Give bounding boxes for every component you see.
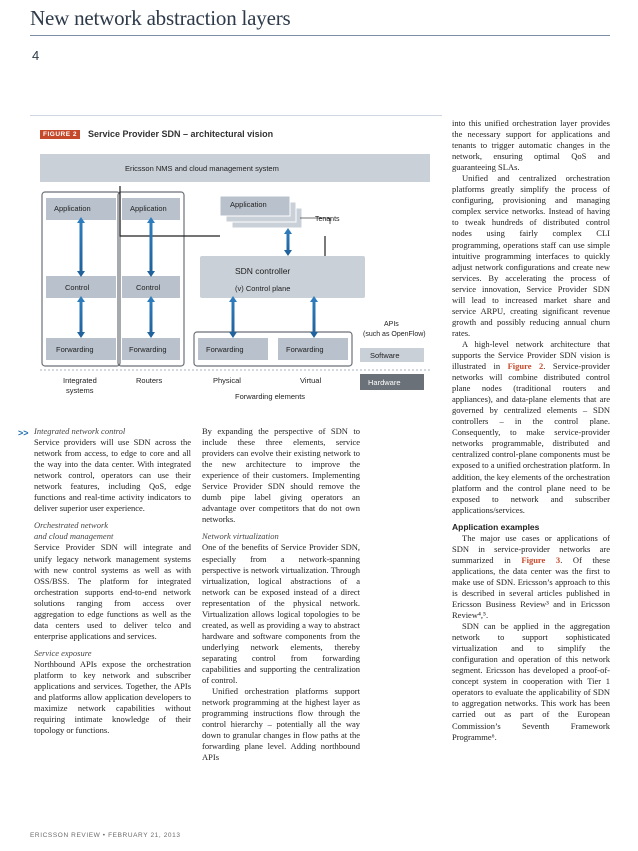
page-title: New network abstraction layers <box>30 6 291 30</box>
subhead: Network virtualization <box>202 531 279 542</box>
header-rule <box>30 35 610 36</box>
app-label-2: Application <box>130 204 167 213</box>
virtual-label: Virtual <box>300 376 322 385</box>
subhead: Integrated network control <box>34 426 126 436</box>
integrated-label: Integrated <box>63 376 97 385</box>
app-label-3: Application <box>230 200 267 209</box>
paragraph: Unified orchestration platforms support network programming at the highest layer as programming instructions flow through the control hierarchy – potentially all the way down to granular changes in flow paths at the forwarding plane level. Adding northbound APIs <box>202 686 360 763</box>
column-1 <box>34 426 191 736</box>
paragraph: By expanding the perspective of SDN to include these three elements, service providers can evolve their existing network to the new architecture to improve the experience of their customers. Implementing Service Provider SDN should remove the dumb pipe label giving operators an advantage over competitors that do not own networks. <box>202 426 360 525</box>
sdn-controller-label: SDN controller <box>235 266 291 276</box>
hardware-label: Hardware <box>368 378 401 387</box>
paragraph: Northbound APIs expose the orchestration platform to key network and subscriber applications and services. Together, the APIs and platforms allow application developers to maximize network capabilities without requiring intimate knowledge of their topology or functions. <box>34 658 191 736</box>
section-heading: Application examples <box>452 521 540 532</box>
control-label-1: Control <box>65 283 90 292</box>
figure-title: Service Provider SDN – architectural vision <box>88 129 274 139</box>
routers-label: Routers <box>136 376 163 385</box>
fwd-label-1: Forwarding <box>56 345 94 354</box>
column-2 <box>202 426 360 763</box>
app-label-1: Application <box>54 204 91 213</box>
physical-label: Physical <box>213 376 241 385</box>
paragraph: One of the benefits of Service Provider SDN, especially from a network-spanning perspective is network virtualization. Through virtualization, logical abstractions of a network can be exposed instead of a direct representation of the physical network. Virtualization allows logical topologies to be created, as well as providing a way to abstract hardware and software components from the underlying network elements, thereby separating control from forwarding capabilities and supporting the centralization of control. <box>202 542 360 686</box>
figure-link[interactable]: Figure 2 <box>507 361 544 372</box>
text: . Of these applications, the data center was the first to make use of SDN. Ericsson’s approach to this is described in several articles published in Ericsson Business Review³ and in Ericsson Review⁴,⁵. <box>452 554 610 621</box>
control-plane-label: (v) Control plane <box>235 284 291 293</box>
text: . Service-provider networks will combine distributed control plane nodes (traditional routers and appliances), and data-plane elements that are governed by centralized elements – SDN controllers – in the control plane. Consequently, to make service-provider networks programmable, distributed and centralized control-plane components must be exposed to a unified orchestration platform. In addition, the key elements of the orchestration platform and the control plane need to be exposed to network and subscriber applications/services. <box>452 361 610 515</box>
paragraph <box>452 533 610 621</box>
software-label: Software <box>370 351 400 360</box>
tenants-label: Tenants <box>315 216 340 223</box>
paragraph <box>452 339 610 516</box>
fwd-label-2: Forwarding <box>129 345 167 354</box>
paragraph: into this unified orchestration layer provides the necessary support for applications and tenants to trigger automatic changes in the network, ensuring optimal QoS and guaranteeing SLAs. <box>452 118 610 173</box>
fwd-label-4: Forwarding <box>286 345 324 354</box>
forwarding-elements-label: Forwarding elements <box>235 392 306 401</box>
apis-sub-label: (such as OpenFlow) <box>363 331 426 338</box>
column-3 <box>452 118 610 743</box>
nms-label: Ericsson NMS and cloud management system <box>125 164 279 173</box>
control-label-2: Control <box>136 283 161 292</box>
paragraph: Service Provider SDN will integrate and unify legacy network management systems with new control systems as well as with OSS/BSS. The platform for integrated orchestration supports end-to-end network solutions ranging from access over aggregation to edge functions as well as the data centers used to deliver telco and enterprise applications and services. <box>34 542 191 641</box>
systems-label: systems <box>66 386 94 395</box>
paragraph: Service providers will use SDN across the network from access, to edge to core and all the way into the data center. With integrated network control, operators can use their network features, including QoS, edge functions and real-time activity indicators to deliver superior user experience. <box>34 437 191 514</box>
text: The major use cases or applications of SDN in service-provider networks are summarized in <box>452 532 610 565</box>
subhead: and cloud management <box>34 531 114 542</box>
paragraph: Unified and centralized orchestration platforms greatly simplify the process of configuring, provisioning and managing complex service networks. Instead of having to tweak hundreds of distributed control nodes using fairly complex CLI programming, operations staff can use simple intuitive programming interfaces to quickly adjust network configurations and create new services. By accelerating the process of service innovation, Service Provider SDN will lead to increased market share and service ARPU, creating significant revenue growth and possibly reducing annual churn rates. <box>452 173 610 338</box>
page-number: 4 <box>32 48 40 63</box>
section-arrows-icon: >> <box>18 428 29 438</box>
figure-badge: FIGURE 2 <box>40 130 80 139</box>
footer: ERICSSON REVIEW • FEBRUARY 21, 2013 <box>30 832 181 839</box>
subhead: Service exposure <box>34 647 92 658</box>
text: A high-level network architecture that supports the Service Provider SDN vision is illustrated in <box>452 338 610 372</box>
figure-2 <box>30 115 442 416</box>
paragraph: SDN can be applied in the aggregation network to support sophisticated virtualization and to simplify the configuration and operation of this network segment. Ericsson has developed a proof-of-concept system in cooperation with Tier 1 operators to evaluate the applicability of SDN to aggregation networks. This work has been carried out as part of the European Commission’s Seventh Framework Programme⁶. <box>452 621 610 742</box>
fwd-label-3: Forwarding <box>206 345 244 354</box>
subhead: Orchestrated network <box>34 520 109 531</box>
apis-label: APIs <box>384 321 399 328</box>
figure-link[interactable]: Figure 3 <box>521 554 561 565</box>
